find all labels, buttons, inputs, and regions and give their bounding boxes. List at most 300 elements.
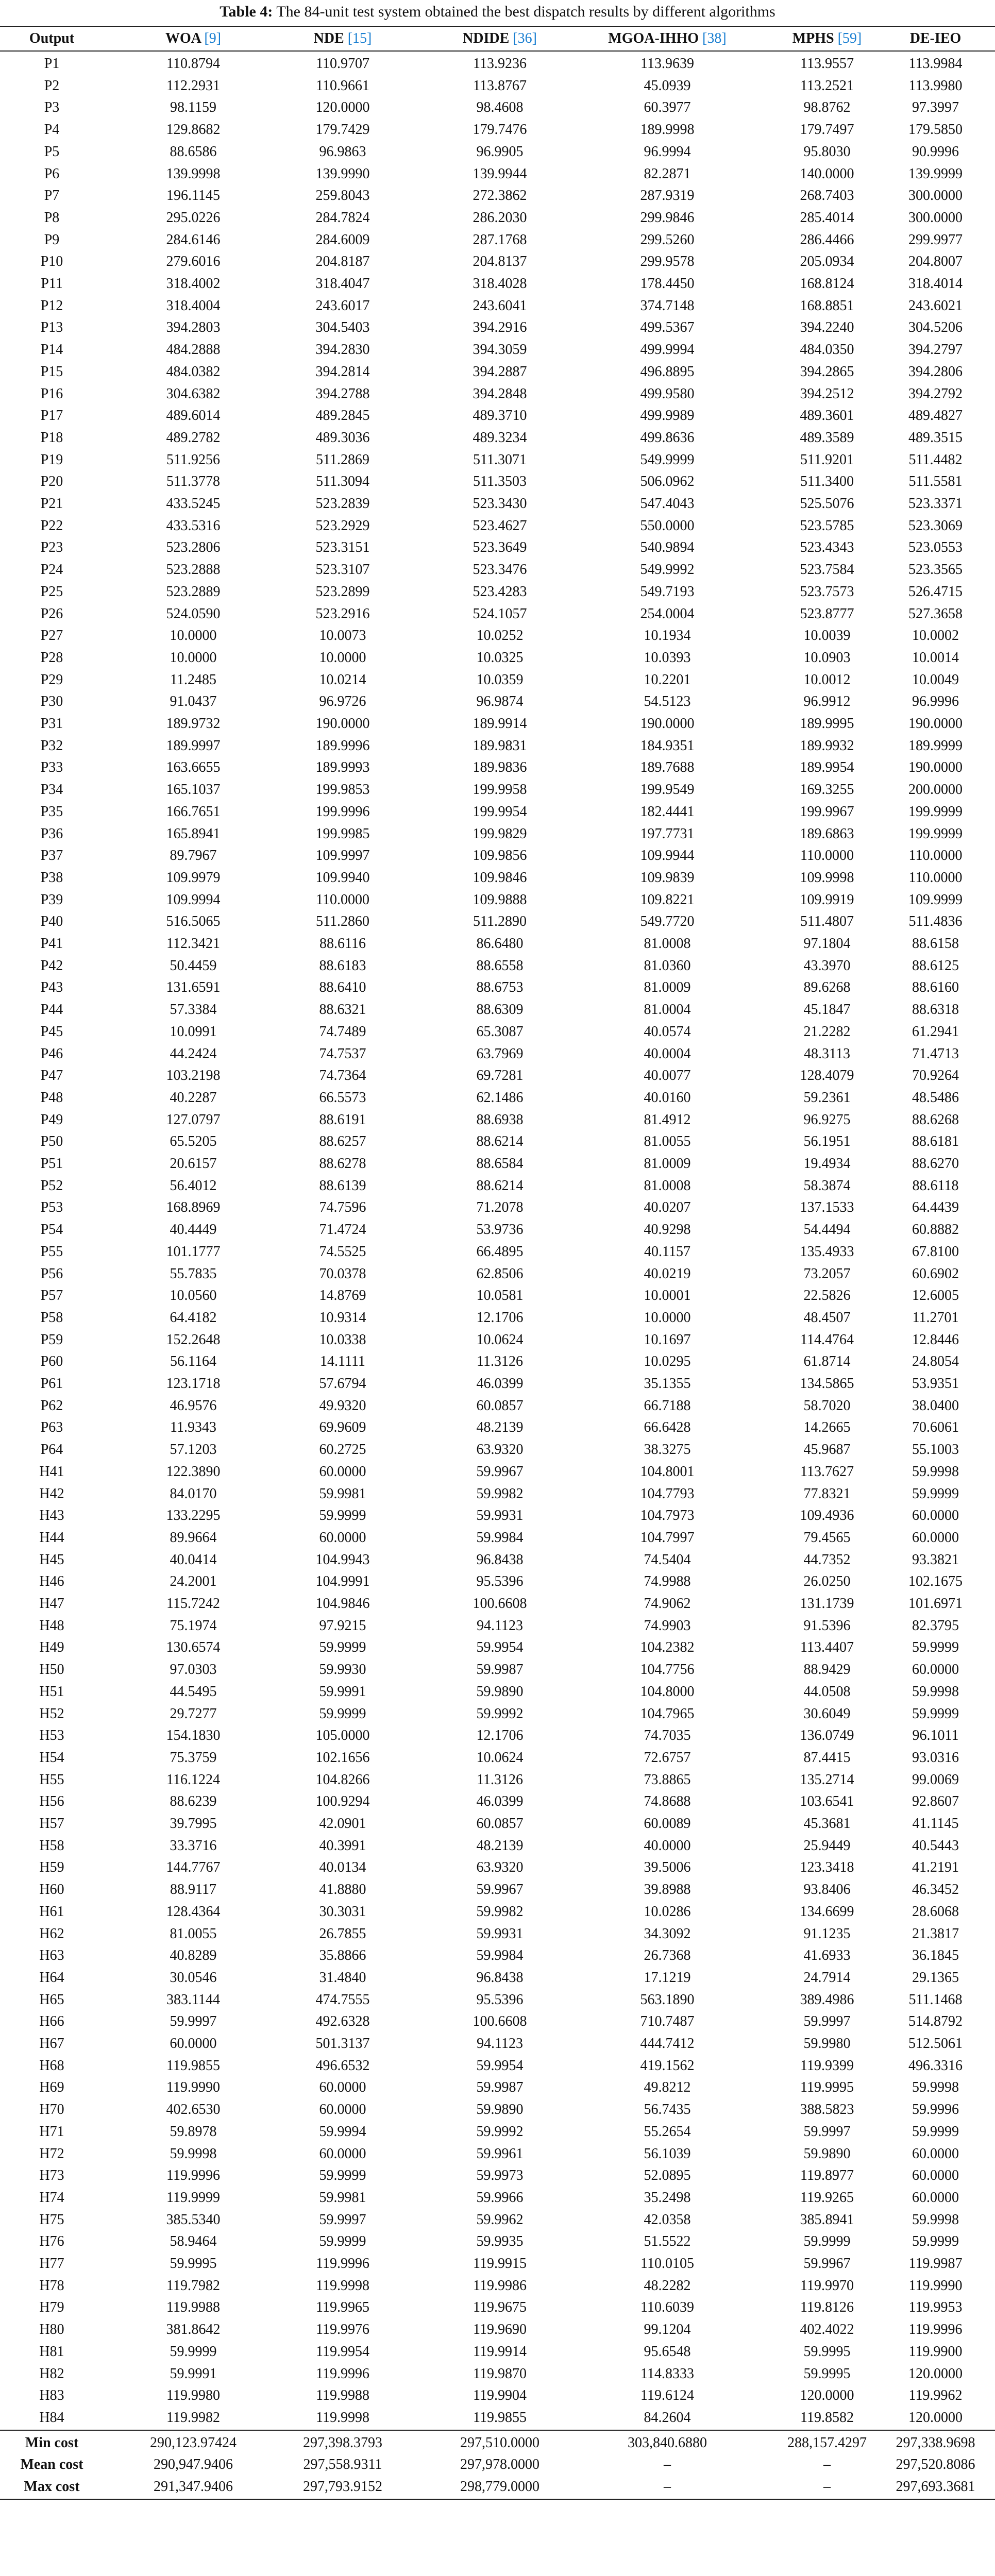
value-cell: 10.0903 — [803, 649, 851, 666]
value-cell: 40.4449 — [170, 1222, 217, 1238]
value-cell: 71.2078 — [476, 1199, 524, 1216]
value-cell: 523.7573 — [800, 583, 854, 600]
value-cell: 489.3601 — [800, 408, 854, 424]
value-cell: 40.0207 — [644, 1199, 691, 1216]
value-cell: 96.9275 — [803, 1111, 851, 1128]
value-cell: 84.2604 — [644, 2409, 691, 2426]
value-cell: 394.2803 — [166, 319, 221, 336]
value-cell: 96.8438 — [476, 1551, 524, 1568]
value-cell: 110.9707 — [316, 56, 369, 72]
value-cell: 189.9996 — [315, 737, 370, 754]
output-label: P31 — [40, 716, 63, 732]
summary-value: 297,693.3681 — [896, 2479, 975, 2495]
table-row — [0, 1416, 995, 1438]
table-row — [0, 75, 995, 97]
output-label: P39 — [40, 891, 63, 908]
output-label: H43 — [39, 1507, 64, 1524]
value-cell: 134.5865 — [800, 1376, 854, 1392]
value-cell: 197.7731 — [640, 825, 695, 842]
value-cell: 91.1235 — [803, 1925, 851, 1942]
value-cell: 60.0000 — [319, 1463, 366, 1480]
value-cell: 104.9943 — [315, 1551, 370, 1568]
value-cell: 122.3890 — [166, 1463, 221, 1480]
value-cell: 189.9932 — [800, 737, 854, 754]
output-label: P38 — [40, 869, 63, 886]
table-row — [0, 536, 995, 558]
value-cell: 511.4836 — [908, 913, 963, 930]
header-name: MPHS — [792, 30, 834, 46]
value-cell: 81.0004 — [644, 1002, 691, 1018]
value-cell: 88.6214 — [476, 1133, 524, 1150]
value-cell: 59.9981 — [319, 1485, 366, 1502]
value-cell: 318.4014 — [908, 276, 963, 292]
value-cell: 119.9965 — [316, 2299, 369, 2316]
value-cell: 549.7720 — [640, 913, 695, 930]
value-cell: 63.9320 — [476, 1442, 524, 1458]
output-label: P43 — [40, 979, 63, 996]
table-row — [0, 1681, 995, 1703]
value-cell: 69.9609 — [319, 1419, 366, 1436]
value-cell: 74.8688 — [644, 1793, 691, 1810]
value-cell: 287.9319 — [640, 188, 695, 204]
table-row — [0, 976, 995, 998]
value-cell: 93.3821 — [912, 1551, 959, 1568]
value-cell: 88.6118 — [912, 1177, 959, 1194]
value-cell: 33.3716 — [170, 1837, 217, 1854]
table-row — [0, 515, 995, 537]
value-cell: 59.9999 — [912, 2233, 959, 2250]
table-row — [0, 558, 995, 581]
value-cell: 88.6268 — [912, 1111, 959, 1128]
value-cell: 61.2941 — [912, 1023, 959, 1040]
value-cell: 168.8851 — [800, 297, 854, 314]
value-cell: 60.0000 — [912, 1507, 959, 1524]
output-label: H76 — [39, 2233, 64, 2250]
value-cell: 30.0546 — [170, 1969, 217, 1986]
value-cell: 49.8212 — [644, 2079, 691, 2096]
value-cell: 259.8043 — [315, 188, 370, 204]
output-label: P55 — [40, 1243, 63, 1260]
value-cell: 26.0250 — [803, 1573, 851, 1590]
value-cell: 96.1011 — [912, 1727, 959, 1744]
value-cell: 10.2201 — [644, 671, 691, 688]
output-label: P27 — [40, 628, 63, 644]
value-cell: 60.0857 — [476, 1816, 524, 1832]
summary-value: 297,558.9311 — [303, 2456, 382, 2473]
value-cell: 48.2139 — [476, 1419, 524, 1436]
value-cell: 394.2512 — [800, 385, 854, 402]
value-cell: 119.6124 — [640, 2387, 694, 2404]
citation-link[interactable]: [59] — [837, 30, 862, 46]
value-cell: 59.9954 — [476, 1639, 524, 1656]
table-row — [0, 1395, 995, 1417]
value-cell: 109.4936 — [800, 1507, 854, 1524]
value-cell: 21.3817 — [912, 1925, 959, 1942]
summary-value: 290,123.97424 — [150, 2434, 237, 2451]
table-row — [0, 250, 995, 273]
value-cell: 70.0378 — [319, 1265, 366, 1282]
value-cell: 59.9997 — [170, 2013, 217, 2030]
value-cell: 489.2845 — [315, 408, 370, 424]
value-cell: 484.2888 — [166, 342, 221, 358]
value-cell: 511.2869 — [316, 451, 369, 468]
output-label: P29 — [40, 671, 63, 688]
value-cell: 21.2282 — [803, 1023, 851, 1040]
citation-link[interactable]: [9] — [204, 30, 222, 46]
value-cell: 94.1123 — [477, 1617, 523, 1634]
value-cell: 59.9999 — [912, 1639, 959, 1656]
value-cell: 114.4764 — [800, 1331, 854, 1348]
value-cell: 86.6480 — [476, 936, 524, 952]
value-cell: 10.0325 — [476, 649, 524, 666]
table-row — [0, 1087, 995, 1109]
output-label: P59 — [40, 1331, 63, 1348]
summary-label: Min cost — [25, 2434, 79, 2451]
value-cell: 10.0000 — [644, 1309, 691, 1326]
output-label: P1 — [44, 56, 60, 72]
value-cell: 109.9888 — [473, 891, 527, 908]
value-cell: 165.8941 — [166, 825, 221, 842]
summary-value: – — [823, 2479, 831, 2495]
value-cell: 489.3589 — [800, 429, 854, 446]
value-cell: 59.9991 — [319, 1683, 366, 1700]
value-cell: 383.1144 — [166, 1991, 220, 2008]
value-cell: 374.7148 — [640, 297, 695, 314]
table-row — [0, 603, 995, 625]
table-row — [0, 1592, 995, 1615]
value-cell: 166.7651 — [166, 803, 221, 820]
table-row — [0, 735, 995, 757]
table-row — [0, 1812, 995, 1835]
value-cell: 58.9464 — [170, 2233, 217, 2250]
value-cell: 190.0000 — [908, 759, 963, 776]
value-cell: 511.3094 — [316, 473, 369, 490]
value-cell: 120.0000 — [800, 2387, 854, 2404]
value-cell: 48.5486 — [912, 1089, 959, 1106]
value-cell: 95.8030 — [803, 143, 851, 160]
value-cell: 54.5123 — [644, 693, 691, 710]
output-label: P25 — [40, 583, 63, 600]
value-cell: 17.1219 — [644, 1969, 691, 1986]
value-cell: 295.0226 — [166, 209, 221, 226]
value-cell: 523.3649 — [473, 539, 527, 556]
value-cell: 284.6146 — [166, 231, 221, 248]
value-cell: 385.5340 — [166, 2211, 221, 2228]
table-row — [0, 2341, 995, 2363]
value-cell: 59.9962 — [476, 2211, 524, 2228]
value-cell: 95.5396 — [476, 1991, 524, 2008]
value-cell: 268.7403 — [800, 188, 854, 204]
value-cell: 45.3681 — [803, 1816, 851, 1832]
value-cell: 60.0000 — [319, 2079, 366, 2096]
value-cell: 104.9991 — [315, 1573, 370, 1590]
citation-link[interactable]: [38] — [702, 30, 727, 46]
value-cell: 59.9954 — [476, 2057, 524, 2074]
value-cell: 59.9999 — [319, 1507, 366, 1524]
value-cell: 10.0002 — [912, 628, 959, 644]
value-cell: 25.9449 — [803, 1837, 851, 1854]
value-cell: 59.9992 — [476, 2123, 524, 2140]
output-label: H77 — [39, 2256, 64, 2272]
value-cell: 119.9987 — [908, 2256, 963, 2272]
value-cell: 59.9999 — [319, 1639, 366, 1656]
value-cell: 40.8289 — [170, 1947, 217, 1964]
table-row — [0, 273, 995, 295]
value-cell: 109.9839 — [640, 869, 695, 886]
value-cell: 55.1003 — [912, 1442, 959, 1458]
table-row — [0, 844, 995, 867]
value-cell: 110.0105 — [640, 2256, 694, 2272]
output-label: P58 — [40, 1309, 63, 1326]
value-cell: 10.0039 — [803, 628, 851, 644]
value-cell: 40.5443 — [912, 1837, 959, 1854]
table-row — [0, 2252, 995, 2275]
value-cell: 98.1159 — [170, 99, 216, 116]
value-cell: 182.4441 — [640, 803, 695, 820]
value-cell: 98.8762 — [803, 99, 851, 116]
output-label: P50 — [40, 1133, 63, 1150]
output-label: H51 — [39, 1683, 64, 1700]
value-cell: 95.5396 — [476, 1573, 524, 1590]
value-cell: 523.3565 — [908, 562, 963, 578]
value-cell: 119.9690 — [473, 2321, 527, 2338]
value-cell: 35.2498 — [644, 2189, 691, 2206]
value-cell: 299.9846 — [640, 209, 695, 226]
output-label: P61 — [40, 1376, 63, 1392]
value-cell: 523.2806 — [166, 539, 221, 556]
output-label: P8 — [44, 209, 60, 226]
value-cell: 523.3069 — [908, 517, 963, 534]
value-cell: 204.8187 — [315, 253, 370, 270]
value-cell: 394.2806 — [908, 363, 963, 380]
table-row — [0, 2230, 995, 2252]
output-label: H73 — [39, 2167, 64, 2184]
value-cell: 178.4450 — [640, 276, 695, 292]
table-row — [0, 184, 995, 207]
table-bottom-rule — [0, 2499, 995, 2500]
table-row — [0, 2209, 995, 2231]
value-cell: 140.0000 — [800, 165, 854, 182]
value-cell: 489.3036 — [315, 429, 370, 446]
value-cell: 394.2240 — [800, 319, 854, 336]
value-cell: 119.8977 — [800, 2167, 854, 2184]
output-label: H74 — [39, 2189, 64, 2206]
value-cell: 59.9973 — [476, 2167, 524, 2184]
value-cell: 511.9256 — [166, 451, 220, 468]
summary-value: 303,840.6880 — [628, 2434, 707, 2451]
value-cell: 299.9977 — [908, 231, 963, 248]
citation-link[interactable]: [15] — [347, 30, 372, 46]
value-cell: 96.8438 — [476, 1969, 524, 1986]
header-cell — [268, 27, 417, 49]
value-cell: 81.0360 — [644, 957, 691, 974]
value-cell: 88.6309 — [476, 1002, 524, 1018]
value-cell: 31.4840 — [319, 1969, 366, 1986]
value-cell: 60.0000 — [912, 2145, 959, 2162]
value-cell: 88.6214 — [476, 1177, 524, 1194]
value-cell: 53.9736 — [476, 1222, 524, 1238]
value-cell: 59.9967 — [476, 1463, 524, 1480]
value-cell: 97.9215 — [319, 1617, 366, 1634]
value-cell: 419.1562 — [640, 2057, 695, 2074]
value-cell: 60.8882 — [912, 1222, 959, 1238]
output-label: P56 — [40, 1265, 63, 1282]
value-cell: 511.3778 — [166, 473, 220, 490]
table-row — [0, 163, 995, 185]
output-label: P16 — [40, 385, 63, 402]
header-cell — [119, 27, 268, 49]
summary-value: 297,510.0000 — [460, 2434, 539, 2451]
value-cell: 526.4715 — [908, 583, 963, 600]
value-cell: 88.6586 — [170, 143, 217, 160]
value-cell: 88.6257 — [319, 1133, 366, 1150]
value-cell: 523.2889 — [166, 583, 221, 600]
table-row — [0, 207, 995, 229]
value-cell: 59.9998 — [912, 1463, 959, 1480]
value-cell: 204.8137 — [473, 253, 527, 270]
value-cell: 119.9982 — [166, 2409, 220, 2426]
value-cell: 56.1951 — [803, 1133, 851, 1150]
value-cell: 10.0581 — [476, 1287, 524, 1304]
value-cell: 56.1039 — [644, 2145, 691, 2162]
output-label: H67 — [39, 2036, 64, 2052]
table-row — [0, 383, 995, 405]
output-label: P15 — [40, 363, 63, 380]
value-cell: 93.0316 — [912, 1749, 959, 1766]
output-label: H50 — [39, 1662, 64, 1678]
header-rule — [0, 50, 995, 52]
value-cell: 116.1224 — [166, 1771, 220, 1788]
output-label: H49 — [39, 1639, 64, 1656]
value-cell: 139.9998 — [166, 165, 221, 182]
citation-link[interactable]: [36] — [513, 30, 537, 46]
value-cell: 527.3658 — [908, 605, 963, 622]
value-cell: 110.8794 — [166, 56, 220, 72]
value-cell: 48.3113 — [804, 1045, 850, 1062]
value-cell: 40.0000 — [644, 1837, 691, 1854]
output-label: H45 — [39, 1551, 64, 1568]
value-cell: 59.9995 — [803, 2343, 851, 2360]
output-label: P18 — [40, 429, 63, 446]
table-row — [0, 1064, 995, 1087]
value-cell: 243.6041 — [473, 297, 527, 314]
value-cell: 88.9429 — [803, 1662, 851, 1678]
value-cell: 523.3430 — [473, 496, 527, 512]
value-cell: 139.9944 — [473, 165, 527, 182]
value-cell: 40.9298 — [644, 1222, 691, 1238]
output-label: P20 — [40, 473, 63, 490]
value-cell: 389.4986 — [800, 1991, 854, 2008]
output-label: H56 — [39, 1793, 64, 1810]
value-cell: 75.1974 — [170, 1617, 217, 1634]
value-cell: 10.9314 — [319, 1309, 366, 1326]
summary-rule — [0, 2430, 995, 2431]
table-row — [0, 1109, 995, 1131]
value-cell: 524.0590 — [166, 605, 221, 622]
value-cell: 110.9661 — [316, 77, 369, 94]
output-label: H53 — [39, 1727, 64, 1744]
value-cell: 58.3874 — [803, 1177, 851, 1194]
value-cell: 101.6971 — [908, 1596, 963, 1612]
value-cell: 511.3071 — [473, 451, 527, 468]
value-cell: 59.9966 — [476, 2189, 524, 2206]
value-cell: 119.9904 — [473, 2387, 527, 2404]
value-cell: 48.4507 — [803, 1309, 851, 1326]
value-cell: 59.9890 — [476, 1683, 524, 1700]
value-cell: 318.4028 — [473, 276, 527, 292]
value-cell: 710.7487 — [640, 2013, 695, 2030]
value-cell: 46.3452 — [912, 1882, 959, 1898]
value-cell: 10.0624 — [476, 1749, 524, 1766]
value-cell: 512.5061 — [908, 2036, 963, 2052]
value-cell: 104.9846 — [315, 1596, 370, 1612]
value-cell: 119.9954 — [316, 2343, 369, 2360]
value-cell: 57.1203 — [170, 1442, 217, 1458]
value-cell: 96.9874 — [476, 693, 524, 710]
table-row — [0, 470, 995, 493]
value-cell: 163.6655 — [166, 759, 221, 776]
value-cell: 388.5823 — [800, 2102, 854, 2118]
output-label: P49 — [40, 1111, 63, 1128]
output-label: H83 — [39, 2387, 64, 2404]
value-cell: 300.0000 — [908, 188, 963, 204]
value-cell: 35.8866 — [319, 1947, 366, 1964]
value-cell: 82.3795 — [912, 1617, 959, 1634]
value-cell: 110.0000 — [908, 869, 963, 886]
value-cell: 385.8941 — [800, 2211, 854, 2228]
value-cell: 113.9639 — [640, 56, 694, 72]
table-row — [0, 2275, 995, 2297]
value-cell: 243.6021 — [908, 297, 963, 314]
value-cell: 119.9990 — [166, 2079, 220, 2096]
value-cell: 59.9998 — [912, 1683, 959, 1700]
value-cell: 165.1037 — [166, 782, 221, 798]
value-cell: 41.6933 — [803, 1947, 851, 1964]
value-cell: 394.2848 — [473, 385, 527, 402]
table-row — [0, 295, 995, 317]
value-cell: 119.9870 — [473, 2365, 527, 2382]
value-cell: 10.0001 — [644, 1287, 691, 1304]
value-cell: 74.9988 — [644, 1573, 691, 1590]
value-cell: 199.9549 — [640, 782, 695, 798]
value-cell: 104.2382 — [640, 1639, 695, 1656]
value-cell: 59.9999 — [912, 1485, 959, 1502]
output-label: P52 — [40, 1177, 63, 1194]
value-cell: 474.7555 — [315, 1991, 370, 2008]
value-cell: 12.1706 — [476, 1727, 524, 1744]
value-cell: 60.2725 — [319, 1442, 366, 1458]
value-cell: 119.9998 — [316, 2277, 369, 2294]
output-label: P46 — [40, 1045, 63, 1062]
value-cell: 284.7824 — [315, 209, 370, 226]
value-cell: 144.7767 — [166, 1859, 221, 1876]
value-cell: 88.6160 — [912, 979, 959, 996]
value-cell: 59.9997 — [803, 2123, 851, 2140]
value-cell: 104.8001 — [640, 1463, 695, 1480]
value-cell: 484.0382 — [166, 363, 221, 380]
value-cell: 285.4014 — [800, 209, 854, 226]
value-cell: 91.0437 — [170, 693, 217, 710]
value-cell: 41.1145 — [912, 1816, 959, 1832]
table-row — [0, 1350, 995, 1372]
value-cell: 57.3384 — [170, 1002, 217, 1018]
value-cell: 59.9998 — [170, 2145, 217, 2162]
value-cell: 89.7967 — [170, 848, 217, 864]
table-row — [0, 449, 995, 471]
output-label: P34 — [40, 782, 63, 798]
output-label: P11 — [41, 276, 63, 292]
caption-label: Table 4: — [220, 3, 273, 20]
